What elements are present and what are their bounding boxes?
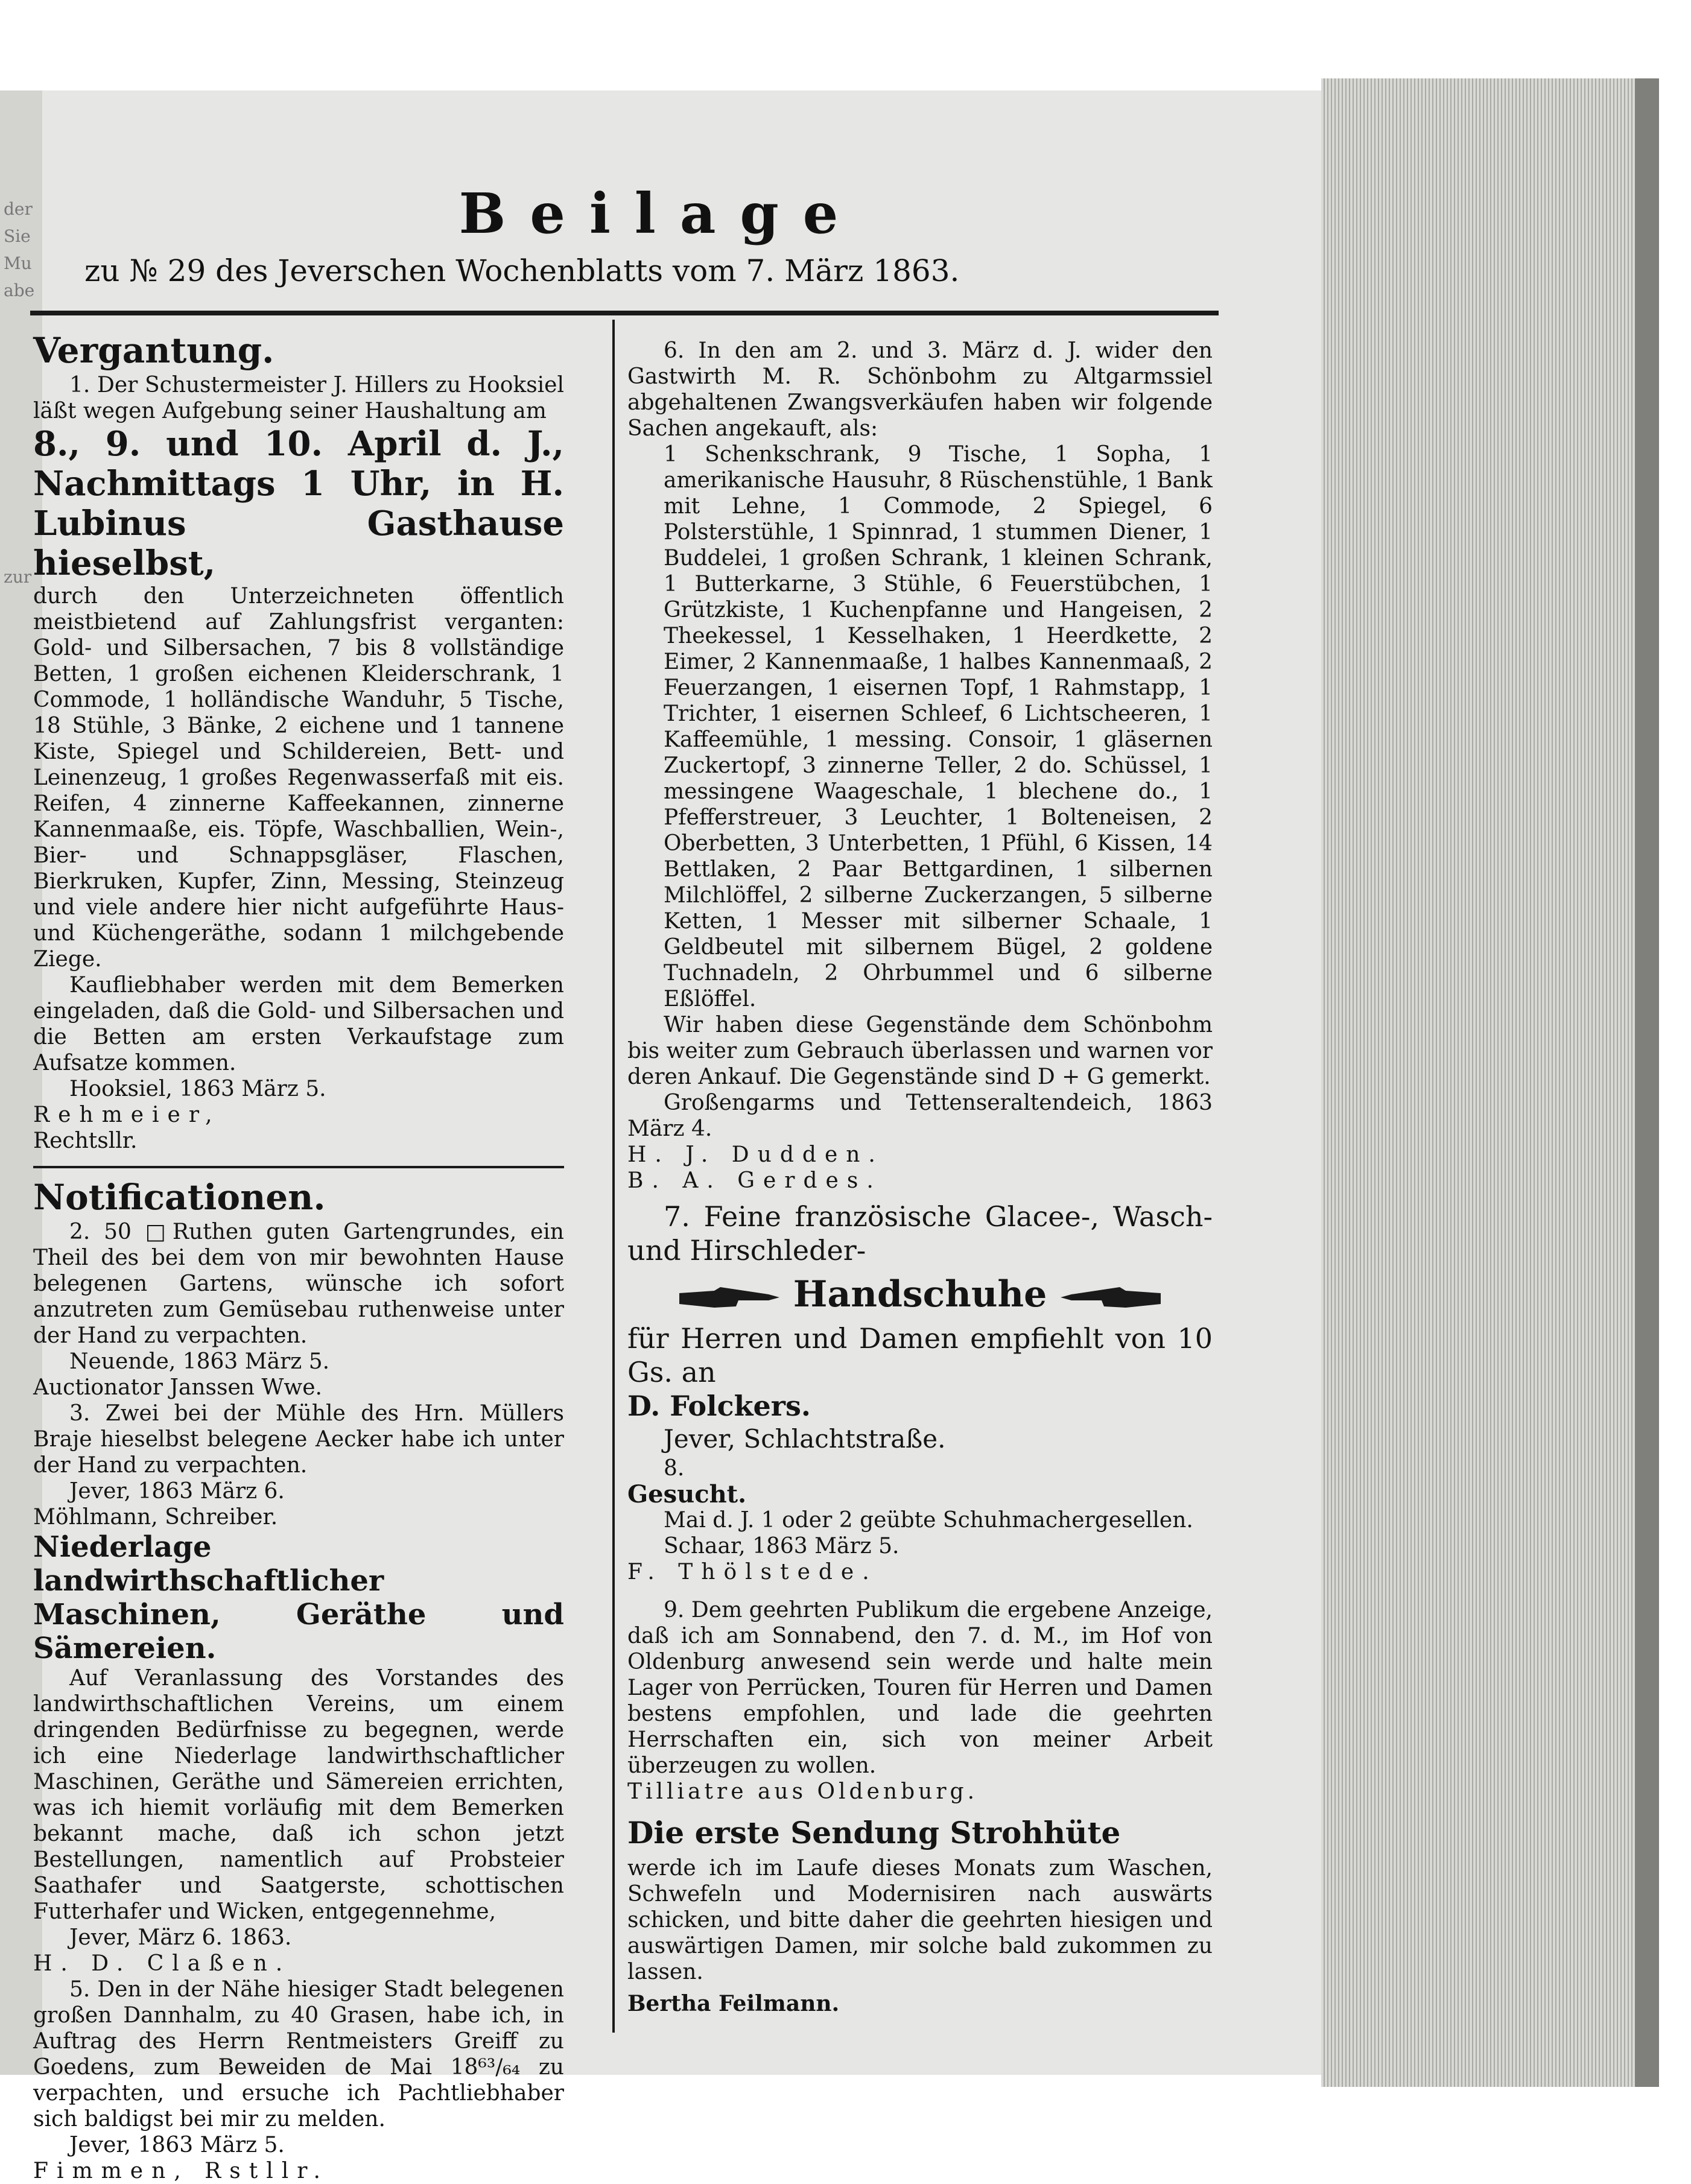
notice-2-body: 2. 50 □Ruthen guten Gartengrundes, ein Theil des bei dem von mir bewohnten Hause belegenen Gartens, wünsche ich sofort anzutreten zum Gemüsebau ruthenweise unter der Hand zu verpachten. — [33, 1220, 564, 1348]
vergantung-signature: Rehmeier, — [33, 1103, 221, 1127]
section-rule — [33, 1166, 564, 1168]
notice-4-body: Auf Veranlassung des Vorstandes des landwirthschaftlichen Vereins, um einem dringenden Bedürfnisse zu begegnen, werde ich eine Niederlage landwirthschaftlicher Maschinen, Geräthe und Sämereien errichten, was ich hiemit vorläufig mit dem Bemerken bekannt mache, daß ich schon jetzt Bestellungen, namentlich auf Probsteier Saathafer und Saatgerste, schottischen Futterhafer und Wicken, entgegennehme, — [33, 1666, 564, 1924]
notice-4-place: Jever, März 6. 1863. — [69, 1925, 292, 1950]
notice-7-intro: 7. Feine französische Glacee-, Wasch- und Hirschleder- — [627, 1200, 1213, 1267]
notice-5-signature: Fimmen, Rstllr. — [33, 2159, 329, 2183]
notice-7-place: Jever, Schlachtstraße. — [664, 1424, 946, 1454]
vergantung-intro: 1. Der Schustermeister J. Hillers zu Hooksiel läßt wegen Aufgebung seiner Haushaltung am — [33, 373, 564, 423]
notice-9-signature: Tilliatre aus Oldenburg. — [627, 1779, 979, 1804]
notice-8-number: 8. — [664, 1456, 685, 1481]
notice-6-place: Großengarms und Tettenseraltendeich, 1863 März 4. — [627, 1090, 1213, 1141]
notice-6-note: Wir haben diese Gegenstände dem Schönbohm bis weiter zum Gebrauch überlassen und warnen vor deren Ankauf. Die Gegenstände sind D + G gemerkt. — [627, 1013, 1213, 1089]
masthead-subtitle: zu № 29 des Jeverschen Wochenblatts vom 7. März 1863. — [84, 253, 960, 288]
pointing-hand-left-icon — [1059, 1282, 1162, 1312]
notice-3-signature: Möhlmann, Schreiber. — [33, 1505, 278, 1530]
margin-fragment: Sie — [4, 226, 31, 246]
notice-5-body: 5. Den in der Nähe hiesiger Stadt belegenen großen Dannhalm, zu 40 Grasen, habe ich, in Auftrag des Herrn Rentmeisters Greiff zu Goedens, zum Beweiden de Mai 18⁶³/₆₄ zu verpachten, und ersuche ich Pachtliebhaber sich baldigst bei mir zu melden. — [33, 1977, 564, 2132]
notice-3-body: 3. Zwei bei der Mühle des Hrn. Müllers Braje hieselbst belegene Aecker habe ich unter der Hand zu verpachten. — [33, 1401, 564, 1478]
margin-fragment: Mu — [4, 253, 32, 273]
notice-6-signature-2: B. A. Gerdes. — [627, 1168, 882, 1193]
margin-fragment: zur — [4, 567, 32, 587]
left-column — [33, 329, 564, 2184]
notice-8-signature: F. Thölstede. — [627, 1560, 878, 1584]
right-column — [627, 338, 1213, 2017]
notice-3-place: Jever, 1863 März 6. — [69, 1479, 285, 1504]
notice-8-body: Mai d. J. 1 oder 2 geübte Schuhmachergesellen. — [664, 1508, 1193, 1533]
notificationen-heading: Notificationen. — [33, 1177, 326, 1218]
notice-10-signature: Bertha Feilmann. — [627, 1991, 840, 2016]
masthead-title: Beilage — [458, 181, 863, 246]
notice-7-signature: D. Folckers. — [627, 1390, 811, 1422]
column-divider — [612, 320, 615, 2033]
vergantung-note: Kaufliebhaber werden mit dem Bemerken eingeladen, daß die Gold- und Silbersachen und die Betten am ersten Verkaufstage zum Aufsatze kommen. — [33, 973, 564, 1075]
vergantung-dates: 8., 9. und 10. April d. J., Nachmittags 1 Uhr, in H. Lubinus Gasthause hieselbst, — [33, 424, 564, 583]
notice-4-heading: Niederlage landwirthschaftlicher Maschinen, Geräthe und Sämereien. — [33, 1530, 564, 1665]
notice-7-body: für Herren und Damen empfiehlt von 10 Gs. an — [627, 1322, 1213, 1388]
margin-fragment: der — [4, 199, 33, 219]
notice-8-heading: Gesucht. — [627, 1480, 747, 1508]
notice-10-body: werde ich im Laufe dieses Monats zum Waschen, Schwefeln und Modernisiren nach auswärts schicken, und bitte daher die geehrten hiesigen und auswärtigen Damen, mir solche bald zukommen zu lassen. — [627, 1856, 1213, 1984]
notice-6-list: 1 Schenkschrank, 9 Tische, 1 Sopha, 1 amerikanische Hausuhr, 8 Rüschenstühle, 1 Bank mit Lehne, 1 Commode, 2 Spiegel, 6 Polsterstühle, 1 Spinnrad, 1 stummen Diener, 1 Buddelei, 1 großen Schrank, 1 kleinen Schrank, 1 Butterkarne, 3 Stühle, 6 Feuerstübchen, 1 Grützkiste, 1 Kuchenpfanne und Hangeisen, 2 Theekessel, 1 Kesselhaken, 1 Heerdkette, 2 Eimer, 2 Kannenmaaße, 1 halbes Kannenmaaß, 2 Feuerzangen, 1 eisernen Topf, 1 Rahmstapp, 1 Trichter, 1 eisernen Schleef, 6 Lichtscheeren, 1 Kaffeemühle, 1 messing. Consoir, 1 gläsernen Zuckertopf, 3 zinnerne Teller, 2 do. Schüssel, 1 messingene Waageschale, 1 blechene do., 1 Pfefferstreuer, 3 Leuchter, 1 Bolteneisen, 2 Oberbetten, 3 Unterbetten, 1 Pfühl, 6 Kissen, 14 Bettlaken, 2 Paar Bettgardinen, 1 silbernen Milchlöffel, 2 silberne Zuckerzangen, 5 silberne Ketten, 1 Messer mit silberner Schaale, 1 Geldbeutel mit silbernem Bügel, 2 goldene Tuchnadeln, 2 Ohrbummel und 6 silberne Eßlöffel. — [664, 442, 1213, 1011]
notice-6-intro: 6. In den am 2. und 3. März d. J. wider den Gastwirth M. R. Schönbohm zu Altgarmssiel abgehaltenen Zwangsverkäufen haben wir folgende Sachen angekauft, als: — [627, 338, 1213, 441]
notice-10-heading: Die erste Sendung Strohhüte — [627, 1815, 1121, 1850]
notice-2-place: Neuende, 1863 März 5. — [69, 1349, 330, 1374]
notice-8-place: Schaar, 1863 März 5. — [664, 1534, 899, 1559]
vergantung-place: Hooksiel, 1863 März 5. — [69, 1077, 326, 1101]
margin-fragment: abe — [4, 280, 35, 300]
notice-2-signature: Auctionator Janssen Wwe. — [33, 1375, 322, 1400]
gloves-heading-row — [627, 1267, 1213, 1321]
notice-4-signature: H. D. Claßen. — [33, 1951, 291, 1976]
book-block-edge — [1321, 78, 1659, 2087]
vergantung-body: durch den Unterzeichneten öffentlich meistbietend auf Zahlungsfrist verganten: Gold- und Silbersachen, 7 bis 8 vollständige Betten, 1 großen eichenen Kleiderschrank, 1 Commode, 1 holländische Wanduhr, 5 Tische, 18 Stühle, 3 Bänke, 2 eichene und 1 tannene Kiste, Spiegel und Schildereien, Bett- und Leinenzeug, 1 großes Regenwasserfaß mit eis. Reifen, 4 zinnerne Kaffeekannen, zinnerne Kannenmaaße, eis. Töpfe, Waschballien, Wein-, Bier- und Schnappsgläser, Flaschen, Bierkruken, Kupfer, Zinn, Messing, Steinzeug und viele andere hier nicht aufgeführte Haus- und Küchengeräthe, sodann 1 milchgebende Ziege. — [33, 584, 564, 972]
vergantung-signature-title: Rechtsllr. — [33, 1128, 138, 1153]
gloves-heading: Handschuhe — [793, 1273, 1047, 1315]
notice-5-place: Jever, 1863 März 5. — [69, 2133, 285, 2157]
pointing-hand-right-icon — [678, 1282, 781, 1312]
masthead-rule — [30, 311, 1219, 315]
notice-6-signature-1: H. J. Dudden. — [627, 1142, 884, 1167]
vergantung-heading: Vergantung. — [33, 330, 274, 371]
notice-9-body: 9. Dem geehrten Publikum die ergebene Anzeige, daß ich am Sonnabend, den 7. d. M., im Hof von Oldenburg anwesend sein werde und halte mein Lager von Perrücken, Touren für Herren und Damen bestens empfohlen, und lade die geehrten Herrschaften ein, sich von meiner Arbeit überzeugen zu wollen. — [627, 1598, 1213, 1778]
